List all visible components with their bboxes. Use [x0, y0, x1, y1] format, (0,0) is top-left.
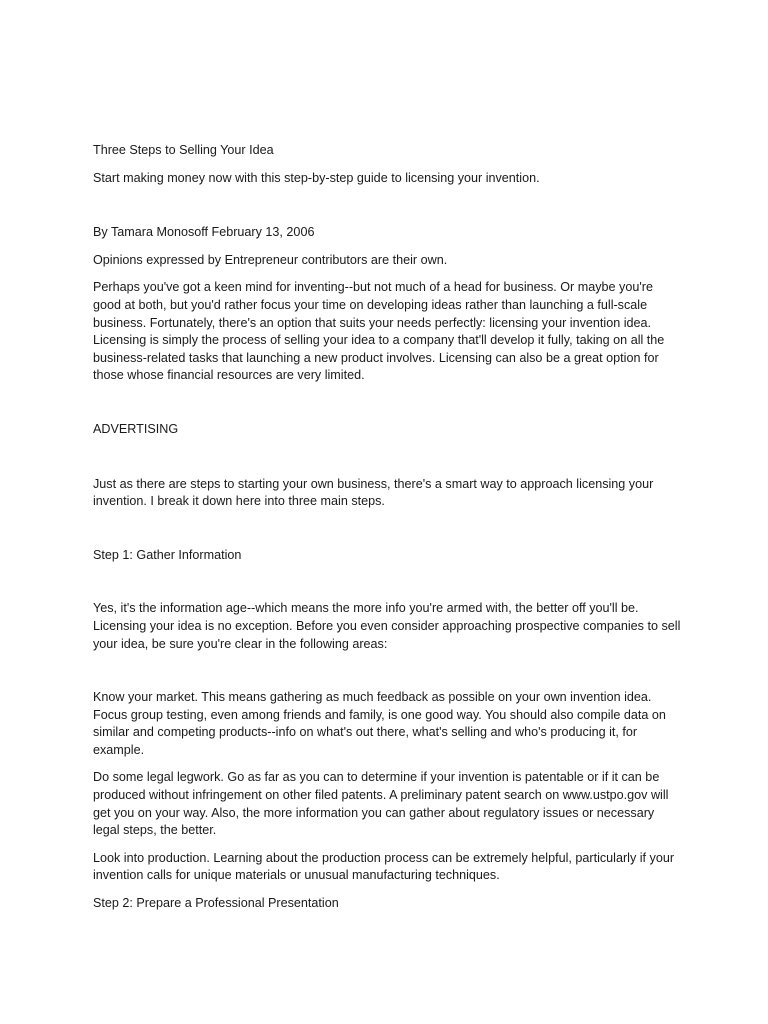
step1-production-paragraph: Look into production. Learning about the production process can be extremely helpful, particularly if your invention calls for unique materials or unusual manufacturing techniques.	[93, 850, 675, 883]
article-body	[93, 142, 683, 913]
advertising-label: ADVERTISING	[93, 421, 179, 436]
step1-market-paragraph: Know your market. This means gathering as much feedback as possible on your own invention idea. Focus group testing, even among friends and family, is one good way. You should also compile data on similar and competing products--info on what's out there, what's selling and who's producing it, for example.	[93, 690, 666, 757]
step1-heading: Step 1: Gather Information	[93, 547, 242, 562]
intro-paragraph: Perhaps you've got a keen mind for inventing--but not much of a head for business. Or maybe you're good at both, but you'd rather focus your time on developing ideas rather than launching a full-scale business. Fortunately, there's an option that suits your needs perfectly: licensing your invention idea. Licensing is simply the process of selling your idea to a company that'll develop it fully, taking on all the business-related tasks that launching a new product involves. Licensing can also be a great option for those whose financial resources are very limited.	[93, 280, 665, 383]
article-title: Three Steps to Selling Your Idea	[93, 143, 274, 157]
article-byline: By Tamara Monosoff February 13, 2006	[93, 225, 315, 240]
step2-heading: Step 2: Prepare a Professional Presentation	[93, 896, 339, 911]
contributor-disclaimer: Opinions expressed by Entrepreneur contributors are their own.	[93, 252, 448, 267]
step1-legal-paragraph: Do some legal legwork. Go as far as you can to determine if your invention is patentable or if it can be produced without infringement on other filed patents. A preliminary patent search on www.ustpo.gov will get you on your way. Also, the more information you can gather about regulatory issues or necessary legal steps, the better.	[93, 770, 669, 838]
article-subtitle: Start making money now with this step-by-step guide to licensing your invention.	[93, 170, 540, 185]
steps-intro-paragraph: Just as there are steps to starting your own business, there's a smart way to approach licensing your invention. I break it down here into three main steps.	[93, 476, 654, 509]
step1-intro-paragraph: Yes, it's the information age--which means the more info you're armed with, the better off you'll be. Licensing your idea is no exception. Before you even consider approaching prospective companies to sell your idea, be sure you're clear in the following areas:	[93, 601, 681, 651]
